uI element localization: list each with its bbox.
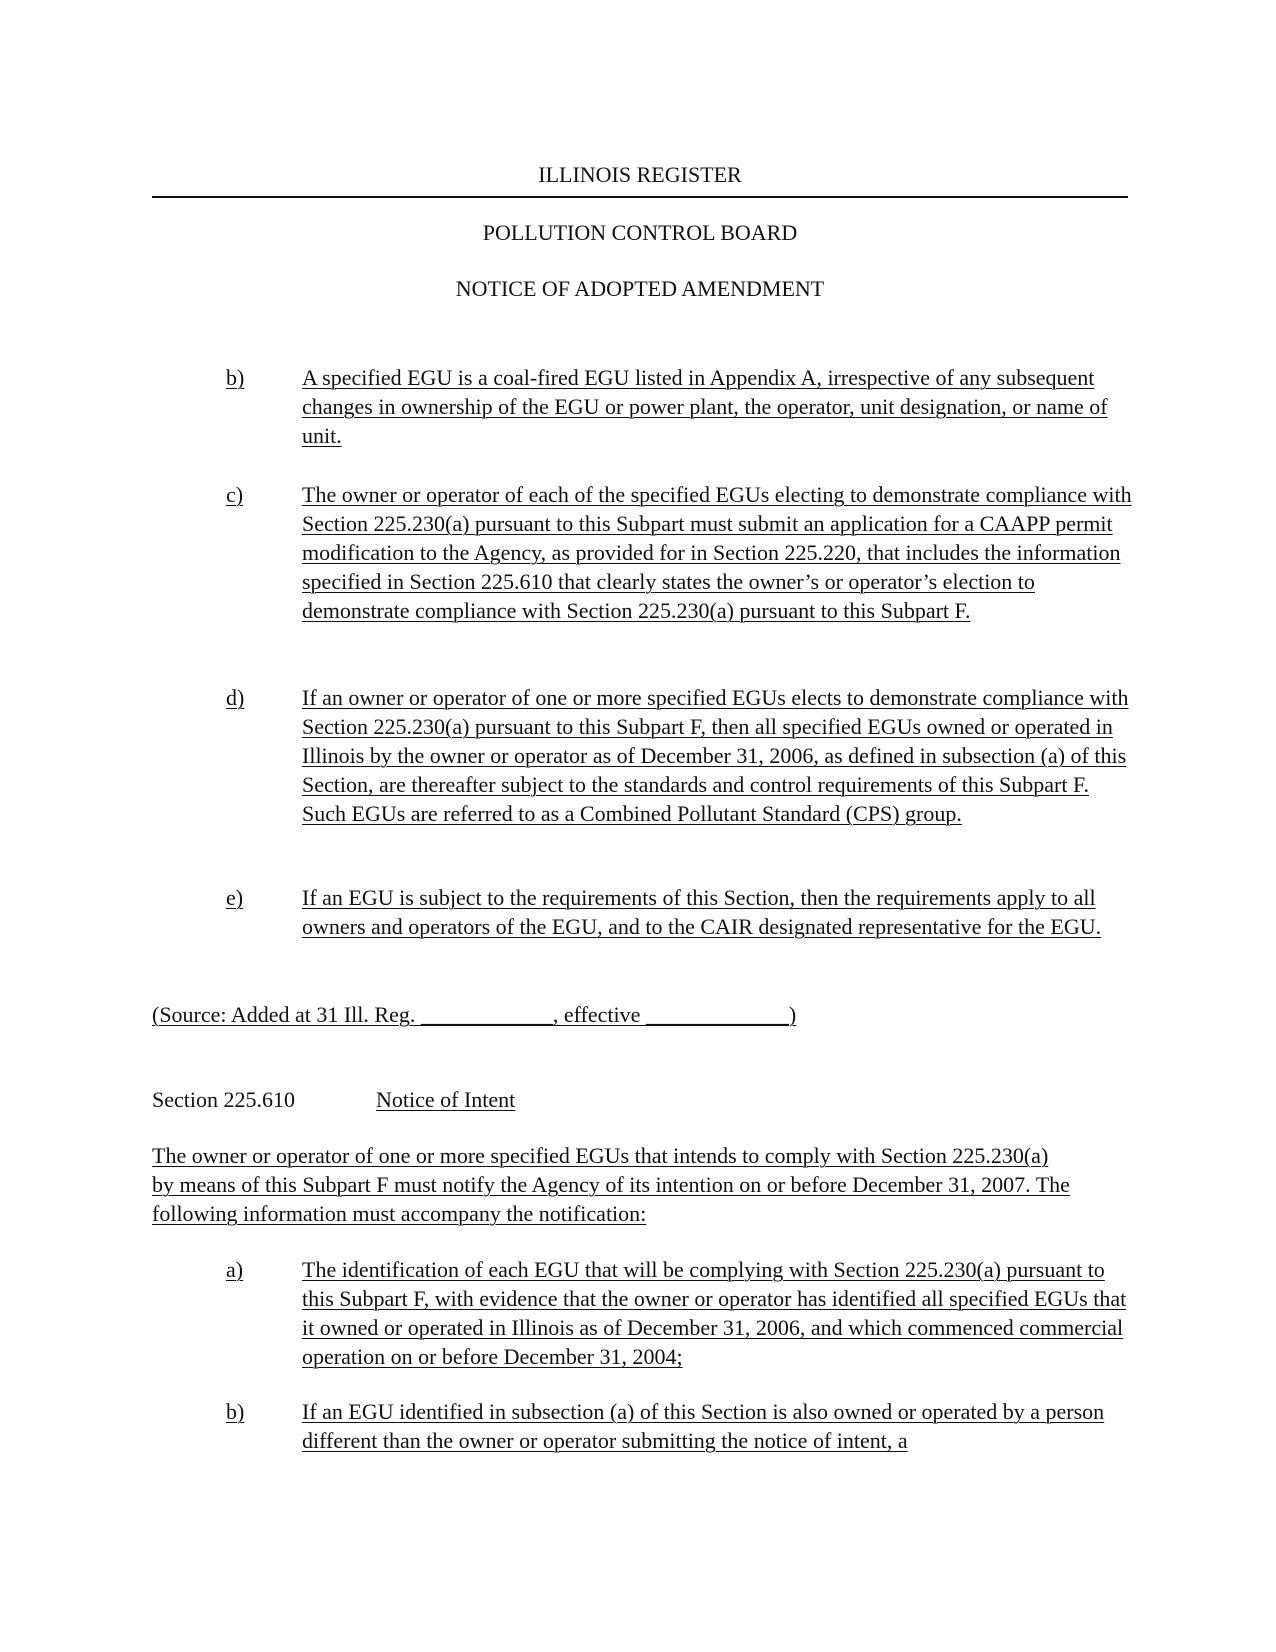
- item-text: If an EGU is subject to the requirements of this Section, then the requirements apply to all owners and operators of the EGU, and to the CAIR designated representative for the EGU.: [302, 885, 1102, 939]
- item-label: e): [226, 885, 244, 910]
- source-note: (Source: Added at 31 Ill. Reg. ____________, effective _____________): [152, 1002, 797, 1027]
- notice-title: NOTICE OF ADOPTED AMENDMENT: [455, 276, 825, 301]
- item-text: If an EGU identified in subsection (a) of this Section is also owned or operated by a person different than the owner or operator submitting the notice of intent, a: [302, 1399, 1105, 1453]
- section-number: Section 225.610: [152, 1087, 295, 1112]
- item-text: The owner or operator of each of the specified EGUs electing to demonstrate compliance with Section 225.230(a) pursuant to this Subpart must submit an application for a CAAPP permit modification to the Agency, as provided for in Section 225.220, that includes the information specified in Section 225.610 that clearly states the owner’s or operator’s election to demonstrate compliance with Section 225.230(a) pursuant to this Subpart F.: [302, 482, 1132, 623]
- item-label: b): [226, 365, 245, 390]
- item-label: c): [226, 482, 244, 507]
- register-title: ILLINOIS REGISTER: [538, 162, 742, 187]
- section-intro: The owner or operator of one or more specified EGUs that intends to comply with Section 225.230(a) by means of this Subpart F must notify the Agency of its intention on or before December 31, 2007. The following information must accompany the notification:: [152, 1143, 1070, 1226]
- item-text: The identification of each EGU that will be complying with Section 225.230(a) pursuant to this Subpart F, with evidence that the owner or operator has identified all specified EGUs that it owned or operated in Illinois as of December 31, 2006, and which commenced commercial operation on or before December 31, 2004;: [302, 1257, 1127, 1369]
- item-text: A specified EGU is a coal-fired EGU listed in Appendix A, irrespective of any subsequent changes in ownership of the EGU or power plant, the operator, unit designation, or name of unit.: [302, 365, 1108, 448]
- header-rule: [152, 196, 1128, 198]
- item-label: d): [226, 685, 245, 710]
- item-label: b): [226, 1399, 245, 1424]
- section-heading: [152, 1085, 515, 1114]
- item-label: a): [226, 1257, 244, 1282]
- item-text: If an owner or operator of one or more specified EGUs elects to demonstrate compliance with Section 225.230(a) pursuant to this Subpart F, then all specified EGUs owned or operated in Illinois by the owner or operator as of December 31, 2006, as defined in subsection (a) of this Section, are thereafter subject to the standards and control requirements of this Subpart F. Such EGUs are referred to as a Combined Pollutant Standard (CPS) group.: [302, 685, 1129, 826]
- agency-title: POLLUTION CONTROL BOARD: [482, 220, 798, 245]
- section-title: Notice of Intent: [376, 1087, 516, 1112]
